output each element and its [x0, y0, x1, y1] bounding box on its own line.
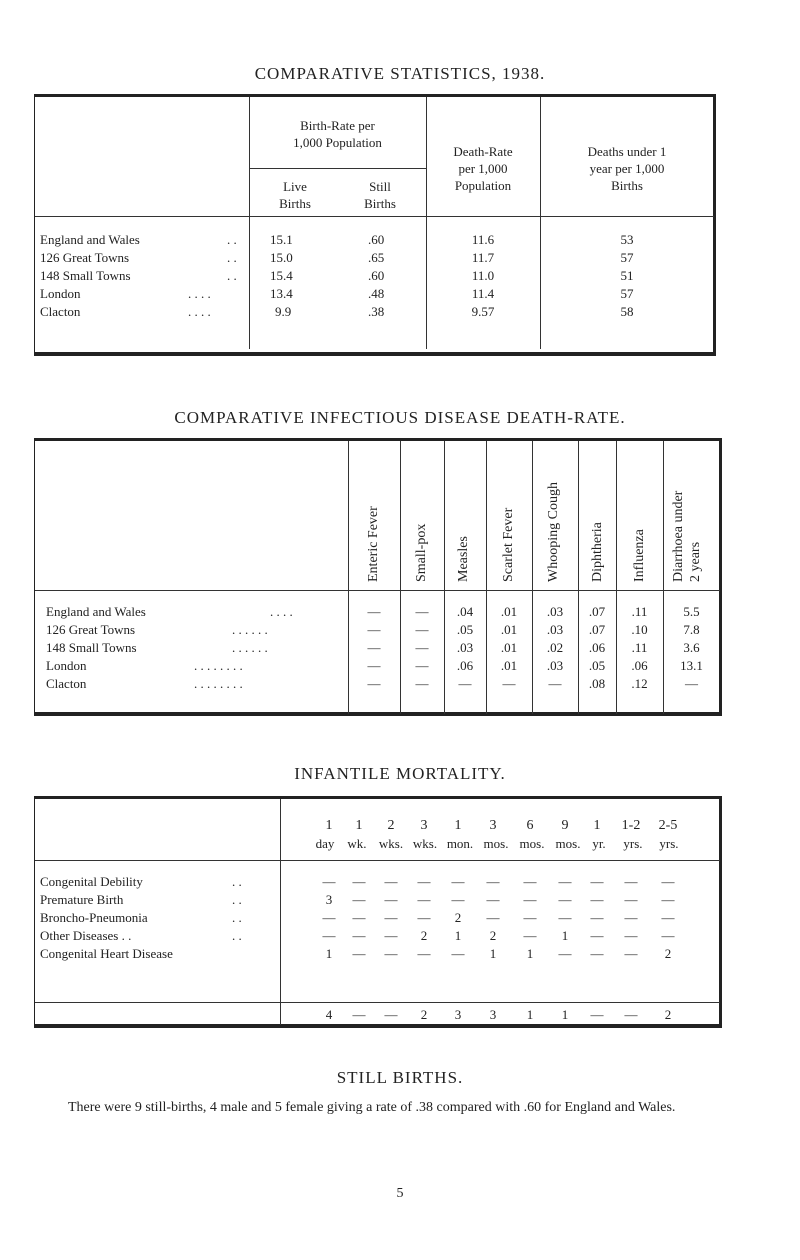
col-unit: yr. [592, 836, 606, 851]
count: — [352, 892, 366, 907]
count: — [384, 910, 398, 925]
influenza-header: Influenza [632, 529, 647, 582]
influenza-value: .10 [631, 622, 648, 637]
count: 1 [489, 946, 497, 961]
count: — [417, 910, 431, 925]
count: — [352, 928, 366, 943]
count: — [624, 928, 638, 943]
col-unit: wks. [412, 836, 438, 851]
area-name: 148 Small Towns [46, 640, 137, 655]
whooping-value: .03 [546, 658, 564, 673]
diarrhoea-value: 7.8 [683, 622, 700, 637]
diarrhoea-header-line1: Diarrhoea under [671, 490, 686, 582]
col-number: 1 [593, 818, 601, 833]
area-name: Clacton [46, 676, 87, 691]
live-births-value: 15.4 [270, 268, 293, 283]
total: — [624, 1007, 638, 1022]
influenza-value: .06 [631, 658, 648, 673]
count: 1 [454, 928, 462, 943]
cause-name: Other Diseases . . [40, 928, 132, 943]
whooping-cough-header: Whooping Cough [546, 482, 561, 582]
leader-dots: . . [232, 892, 242, 907]
col-number: 1-2 [621, 818, 641, 833]
count: — [451, 946, 465, 961]
infantile-mortality-title: INFANTILE MORTALITY. [294, 764, 506, 783]
whooping-value: .02 [546, 640, 564, 655]
count: — [590, 946, 604, 961]
col-unit: wks. [378, 836, 404, 851]
total: 3 [489, 1007, 497, 1022]
infant-deaths-value: 57 [620, 250, 634, 265]
scarlet-value: .01 [500, 658, 518, 673]
diphtheria-value: .08 [588, 676, 606, 691]
count: — [322, 910, 336, 925]
live-births-value: 15.1 [270, 232, 293, 247]
enteric-value: — [367, 676, 381, 691]
measles-value: .03 [456, 640, 474, 655]
death-rate-value: 11.4 [471, 286, 495, 301]
count: — [624, 946, 638, 961]
area-name: 148 Small Towns [40, 268, 131, 283]
infant-deaths-value: 57 [620, 286, 634, 301]
still-births-header-line1: Still [369, 179, 391, 194]
count: — [624, 874, 638, 889]
diarrhoea-value: — [685, 676, 698, 691]
diarrhoea-value: 5.5 [683, 604, 700, 619]
count: — [624, 910, 638, 925]
still-births-header-line2: Births [364, 196, 396, 211]
col-unit: mos. [555, 836, 581, 851]
smallpox-value: — [415, 640, 429, 655]
enteric-value: — [367, 622, 381, 637]
still-births-title: STILL BIRTHS. [336, 1068, 464, 1087]
scarlet-value: .01 [500, 622, 518, 637]
count: — [661, 910, 675, 925]
live-births-header-line1: Live [283, 179, 307, 194]
area-name: Clacton [40, 304, 81, 319]
col-number: 6 [526, 818, 534, 833]
death-rate-value: 11.6 [471, 232, 495, 247]
col-number: 1 [325, 818, 333, 833]
infectious-disease-title: COMPARATIVE INFECTIOUS DISEASE DEATH-RATE. [174, 408, 626, 427]
still-births-value: .60 [368, 232, 385, 247]
area-name: England and Wales [46, 604, 146, 619]
col-unit: mos. [519, 836, 545, 851]
live-births-value: 13.4 [270, 286, 293, 301]
count: — [322, 874, 336, 889]
birth-rate-header-line2: 1,000 Population [293, 135, 382, 150]
live-births-header-line2: Births [279, 196, 311, 211]
cause-name: Congenital Debility [40, 874, 143, 889]
col-unit: mon. [446, 836, 474, 851]
total: 2 [664, 1007, 672, 1022]
leader-dots: . . . . . . [232, 622, 268, 637]
col-unit: yrs. [623, 836, 643, 851]
death-rate-header-line1: Death-Rate [453, 144, 513, 159]
influenza-value: .11 [631, 640, 648, 655]
area-name: 126 Great Towns [40, 250, 130, 265]
measles-value: .06 [456, 658, 474, 673]
total: — [384, 1007, 398, 1022]
live-births-value: 15.0 [270, 250, 293, 265]
col-number: 1 [454, 818, 462, 833]
smallpox-value: — [415, 658, 429, 673]
count: — [417, 946, 431, 961]
page-number: 5 [396, 1186, 404, 1201]
diarrhoea-value: 13.1 [680, 658, 703, 673]
enteric-value: — [367, 640, 381, 655]
count: — [523, 874, 537, 889]
count: — [384, 928, 398, 943]
scarlet-value: — [502, 676, 516, 691]
diphtheria-value: .07 [588, 622, 606, 637]
infant-deaths-value: 53 [620, 232, 634, 247]
count: — [523, 928, 537, 943]
count: — [451, 874, 465, 889]
diphtheria-value: .06 [588, 640, 606, 655]
count: — [661, 874, 675, 889]
still-births-value: .60 [368, 268, 385, 283]
diphtheria-value: .07 [588, 604, 606, 619]
smallpox-value: — [415, 676, 429, 691]
total: — [352, 1007, 366, 1022]
still-births-paragraph: There were 9 still-births, 4 male and 5 female giving a rate of .38 compared with .60 for England and Wales. [68, 1100, 676, 1115]
death-rate-header-line2: per 1,000 [458, 161, 508, 176]
enteric-value: — [367, 604, 381, 619]
leader-dots: . . [232, 928, 242, 943]
count: — [384, 874, 398, 889]
count: — [558, 874, 572, 889]
count: — [486, 874, 500, 889]
count: — [417, 874, 431, 889]
leader-dots: . . [227, 250, 237, 265]
leader-dots: . . . . . . . . [194, 658, 243, 673]
influenza-value: .11 [631, 604, 648, 619]
measles-value: .05 [456, 622, 474, 637]
count: — [661, 928, 675, 943]
measles-value: — [458, 676, 472, 691]
col-unit: wk. [347, 836, 367, 851]
enteric-value: — [367, 658, 381, 673]
total: 1 [561, 1007, 569, 1022]
total: 3 [454, 1007, 462, 1022]
leader-dots: . . [232, 874, 242, 889]
count: — [523, 892, 537, 907]
leader-dots: . . [227, 232, 237, 247]
scarlet-value: .01 [500, 604, 518, 619]
enteric-fever-header: Enteric Fever [366, 506, 381, 582]
count: — [352, 874, 366, 889]
col-unit: mos. [483, 836, 509, 851]
leader-dots: . . [232, 910, 242, 925]
count: — [486, 892, 500, 907]
count: 3 [325, 892, 333, 907]
infant-deaths-value: 51 [620, 268, 634, 283]
cause-name: Broncho-Pneumonia [40, 910, 148, 925]
whooping-value: — [548, 676, 562, 691]
col-number: 3 [420, 818, 428, 833]
leader-dots: . . . . . . [232, 640, 268, 655]
count: 2 [454, 910, 462, 925]
leader-dots: . . . . [188, 286, 211, 301]
cause-name: Congenital Heart Disease [40, 946, 173, 961]
area-name: England and Wales [40, 232, 140, 247]
whooping-value: .03 [546, 622, 564, 637]
smallpox-value: — [415, 604, 429, 619]
col-unit: day [315, 836, 335, 851]
count: — [558, 910, 572, 925]
scarlet-fever-header: Scarlet Fever [501, 507, 516, 582]
leader-dots: . . . . . . . . [194, 676, 243, 691]
diarrhoea-header-line2: 2 years [688, 541, 703, 582]
area-name: London [46, 658, 87, 673]
cause-name: Premature Birth [40, 892, 124, 907]
still-births-value: .38 [368, 304, 385, 319]
deaths-under-1-header-line1: Deaths under 1 [587, 144, 667, 159]
count: — [590, 874, 604, 889]
influenza-value: .12 [631, 676, 648, 691]
diphtheria-value: .05 [588, 658, 606, 673]
count: — [384, 946, 398, 961]
col-number: 2 [387, 818, 395, 833]
count: — [486, 910, 500, 925]
total: 4 [325, 1007, 333, 1022]
total: — [590, 1007, 604, 1022]
count: 1 [526, 946, 534, 961]
col-number: 2-5 [658, 818, 678, 833]
deaths-under-1-header-line3: Births [611, 178, 643, 193]
count: 2 [664, 946, 672, 961]
count: — [590, 910, 604, 925]
count: — [352, 910, 366, 925]
deaths-under-1-header-line2: year per 1,000 [589, 161, 665, 176]
col-number: 9 [561, 818, 569, 833]
count: — [451, 892, 465, 907]
count: — [590, 892, 604, 907]
total: 1 [526, 1007, 534, 1022]
col-unit: yrs. [659, 836, 679, 851]
infant-deaths-value: 58 [620, 304, 634, 319]
still-births-value: .48 [368, 286, 385, 301]
diarrhoea-value: 3.6 [683, 640, 700, 655]
page-title: COMPARATIVE STATISTICS, 1938. [254, 64, 546, 83]
leader-dots: . . . . [270, 604, 293, 619]
count: — [590, 928, 604, 943]
measles-value: .04 [456, 604, 474, 619]
count: — [352, 946, 366, 961]
total: 2 [420, 1007, 428, 1022]
measles-header: Measles [456, 536, 471, 582]
count: 2 [420, 928, 428, 943]
area-name: London [40, 286, 81, 301]
live-births-value: 9.9 [275, 304, 292, 319]
birth-rate-header-line1: Birth-Rate per [300, 118, 375, 133]
count: — [417, 892, 431, 907]
small-pox-header: Small-pox [414, 523, 429, 582]
death-rate-value: 11.7 [471, 250, 495, 265]
count: 2 [489, 928, 497, 943]
leader-dots: . . [227, 268, 237, 283]
scarlet-value: .01 [500, 640, 518, 655]
death-rate-value: 11.0 [471, 268, 495, 283]
count: — [523, 910, 537, 925]
count: — [322, 928, 336, 943]
leader-dots: . . . . [188, 304, 211, 319]
count: 1 [561, 928, 569, 943]
still-births-value: .65 [368, 250, 385, 265]
diphtheria-header: Diphtheria [590, 522, 605, 582]
col-number: 1 [355, 818, 363, 833]
death-rate-value: 9.57 [471, 304, 495, 319]
smallpox-value: — [415, 622, 429, 637]
whooping-value: .03 [546, 604, 564, 619]
count: — [558, 946, 572, 961]
area-name: 126 Great Towns [46, 622, 136, 637]
count: — [624, 892, 638, 907]
count: — [558, 892, 572, 907]
count: — [661, 892, 675, 907]
death-rate-header-line3: Population [454, 178, 512, 193]
col-number: 3 [489, 818, 497, 833]
count: — [384, 892, 398, 907]
count: 1 [325, 946, 333, 961]
